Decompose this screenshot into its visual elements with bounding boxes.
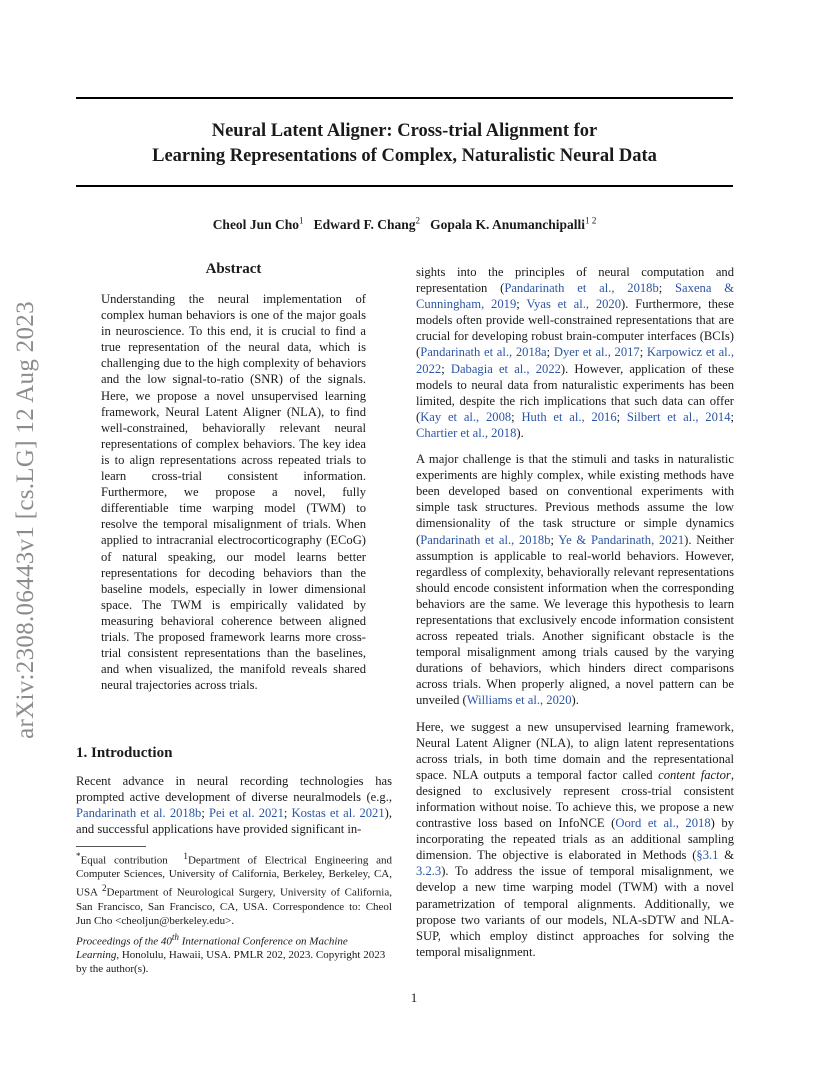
author: Cheol Jun Cho$^1$ xyxy=(212,215,304,232)
citation-link[interactable]: Pandarinath et al., 2018a xyxy=(420,345,547,360)
author-list xyxy=(76,215,733,233)
citation-link[interactable]: Ye & Pandarinath, 2021 xyxy=(558,532,685,547)
intro-paragraph xyxy=(76,773,392,837)
citation-link[interactable]: Kostas et al. 2021 xyxy=(291,806,385,821)
citation-link[interactable]: Oord et al., 2018 xyxy=(615,816,711,831)
text-run: ). xyxy=(571,693,579,708)
page-number: 1 xyxy=(410,990,418,1005)
text-run: ). However, application of these models to neural data from naturalistic experiments has been limited, despite the rich implications that such data can offer ( xyxy=(416,361,734,424)
title-line-1: Neural Latent Aligner: Cross-trial Alignment for xyxy=(211,121,598,141)
title-bottom-rule xyxy=(76,185,733,187)
text-run: & xyxy=(718,848,734,863)
text-run: ; xyxy=(511,409,522,424)
text-run: ; xyxy=(730,409,734,424)
text-run: Here, we suggest a new unsupervised learning framework, Neural Latent Aligner (NLA), to align latent representations across trials, in both time domain and the representational space. NLA outputs a temporal factor called xyxy=(416,719,734,782)
abstract-body xyxy=(101,291,366,693)
citation-link[interactable]: Pandarinath et al., 2018b xyxy=(504,281,659,296)
citation-link[interactable]: Huth et al., 2016 xyxy=(521,409,617,424)
text-run: Recent advance in neural recording technologies has prompted active development of diverse neuralmodels (e.g., xyxy=(76,774,392,805)
text-run: ). Furthermore, these models often provide well-constrained representations that are crucial for developing robust brain-computer interfaces (BCIs) ( xyxy=(416,297,735,360)
text-run: ; xyxy=(616,409,627,424)
title-top-rule xyxy=(76,97,733,99)
text-run: ; xyxy=(639,345,647,360)
arxiv-identifier: arXiv:2308.06443v1 [cs.LG] 12 Aug 2023 xyxy=(12,301,39,739)
intro-paragraph xyxy=(416,264,734,441)
text-run: ) by incorporating the repeated trials as an additional sampling dimension. The objective is elaborated in Methods ( xyxy=(416,816,734,863)
citation-link[interactable]: Pandarinath et al. 2018b xyxy=(76,806,202,821)
citation-link[interactable]: Pandarinath et al., 2018b xyxy=(420,532,551,547)
citation-link[interactable]: Dabagia et al., 2022 xyxy=(450,361,561,376)
citation-link[interactable]: 3.2.3 xyxy=(416,864,442,879)
text-run: sights into the principles of neural computation and representation ( xyxy=(416,265,734,296)
footnote-block xyxy=(76,850,392,928)
citation-link[interactable]: Pei et al. 2021 xyxy=(208,806,284,821)
abstract-heading: Abstract xyxy=(205,261,262,277)
text-run: , designed to exclusively represent cross-trial consistent information without noise. To achieve this, we propose a new contrastive loss based on InfoNCE ( xyxy=(416,767,734,831)
citation-link[interactable]: Dyer et al., 2017 xyxy=(553,345,640,360)
text-run: ; xyxy=(201,806,209,821)
section-heading-introduction: 1. Introduction xyxy=(76,745,173,761)
text-run: ; xyxy=(546,345,554,360)
footnote-rule xyxy=(76,846,146,847)
footnote-affiliations: *Equal contribution $^1$Department of Electrical Engineering and Computer Sciences, University of California, Berkeley, Berkeley, CA, USA $^2$Department of Neurological Surgery, University of California, San Francisco, San Francisco, CA, USA. Correspondence to: Cheol Jun Cho <cheoljun@berkeley.edu>. xyxy=(76,851,393,927)
citation-link[interactable]: Saxena & Cunningham, 2019 xyxy=(416,281,734,312)
text-run: ). xyxy=(516,425,524,440)
proceedings-note: Proceedings of the 40th International Conference on Machine Learning, Honolulu, Hawaii, USA. PMLR 202, 2023. Copyright 2023 by the author(s). xyxy=(76,932,386,976)
text-run: ; xyxy=(283,806,292,821)
author: Edward F. Chang$^2$ xyxy=(313,215,421,232)
text-run: ; xyxy=(550,532,559,547)
right-column xyxy=(416,264,734,960)
citation-link[interactable]: Silbert et al., 2014 xyxy=(626,409,731,424)
text-run: ), and successful applications have provided significant in- xyxy=(76,806,392,837)
citation-link[interactable]: Williams et al., 2020 xyxy=(466,693,572,708)
text-run: ; xyxy=(516,297,527,312)
text-run: ; xyxy=(441,361,451,376)
citation-link[interactable]: §3.1 xyxy=(696,848,719,863)
intro-column-left xyxy=(76,773,392,837)
citation-link[interactable]: Karpowicz et al., 2022 xyxy=(416,345,734,376)
text-run: ). To address the issue of temporal misalignment, we develop a new time warping model (TWM) with a novel parametrization of temporal alignments. Additionally, we propose two variants of our models, NLA-sDTW and NLA-SUP, which employ distinct approaches for solving the temporal misalignment. xyxy=(416,864,734,959)
intro-paragraph xyxy=(416,451,734,709)
paper-title xyxy=(76,119,733,169)
title-line-2: Learning Representations of Complex, Naturalistic Neural Data xyxy=(152,146,657,166)
abstract-text: Understanding the neural implementation of complex human behaviors is one of the major goals in neuroscience. To this end, it is crucial to find a true representation of the neural data, which is challenging due to the high complexity of behaviors and the low signal-to-ratio (SNR) of the signals. Here, we propose a novel unsupervised learning framework, Neural Latent Aligner (NLA), to find well-constrained, behaviorally relevant neural representations of complex behaviors. The key idea is to align representations across repeated trials to learn cross-trial consistent information. Furthermore, we propose a novel, fully differentiable time warping model (TWM) to resolve the temporal misalignment of trials. When applied to intracranial electrocorticography (ECoG) of natural speaking, our model learns better representations for decoding behaviors than the baseline models, especially in lower dimensional space. The TWM is empirically validated by measuring behavioral coherence between aligned trials. The proposed framework learns more cross-trial consistent representations than the baselines, and when visualized, the manifold reveals shared neural trajectories across trials. xyxy=(101,292,366,693)
text-run: ; xyxy=(658,281,676,296)
text-run: A major challenge is that the stimuli and tasks in naturalistic experiments are highly complex, while existing methods have been developed based on conventional experiments with simple task structures. Previous methods assume the low dimensionality of the task structure or simple dynamics ( xyxy=(416,452,734,547)
citation-link[interactable]: Vyas et al., 2020 xyxy=(526,297,622,312)
author: Gopala K. Anumanchipalli$^{1 2}$ xyxy=(430,215,597,232)
text-run: ). Neither assumption is applicable to real-world behaviors. However, regardless of complexity, behaviorally relevant representations should encode consistent information when the corresponding behaviors are the same. We leverage this hypothesis to learn representations that exclusively encode information consistent across repeated trials. Another significant obstacle is the temporal misalignment among trials caused by the varying durations of behaviors, which hinders direct comparisons across trials. When properly aligned, a novel pattern can be unveiled ( xyxy=(416,532,734,708)
text-run: content factor xyxy=(658,767,731,782)
intro-paragraph xyxy=(416,719,734,960)
citation-link[interactable]: Kay et al., 2008 xyxy=(420,409,512,424)
citation-link[interactable]: Chartier et al., 2018 xyxy=(416,425,517,440)
